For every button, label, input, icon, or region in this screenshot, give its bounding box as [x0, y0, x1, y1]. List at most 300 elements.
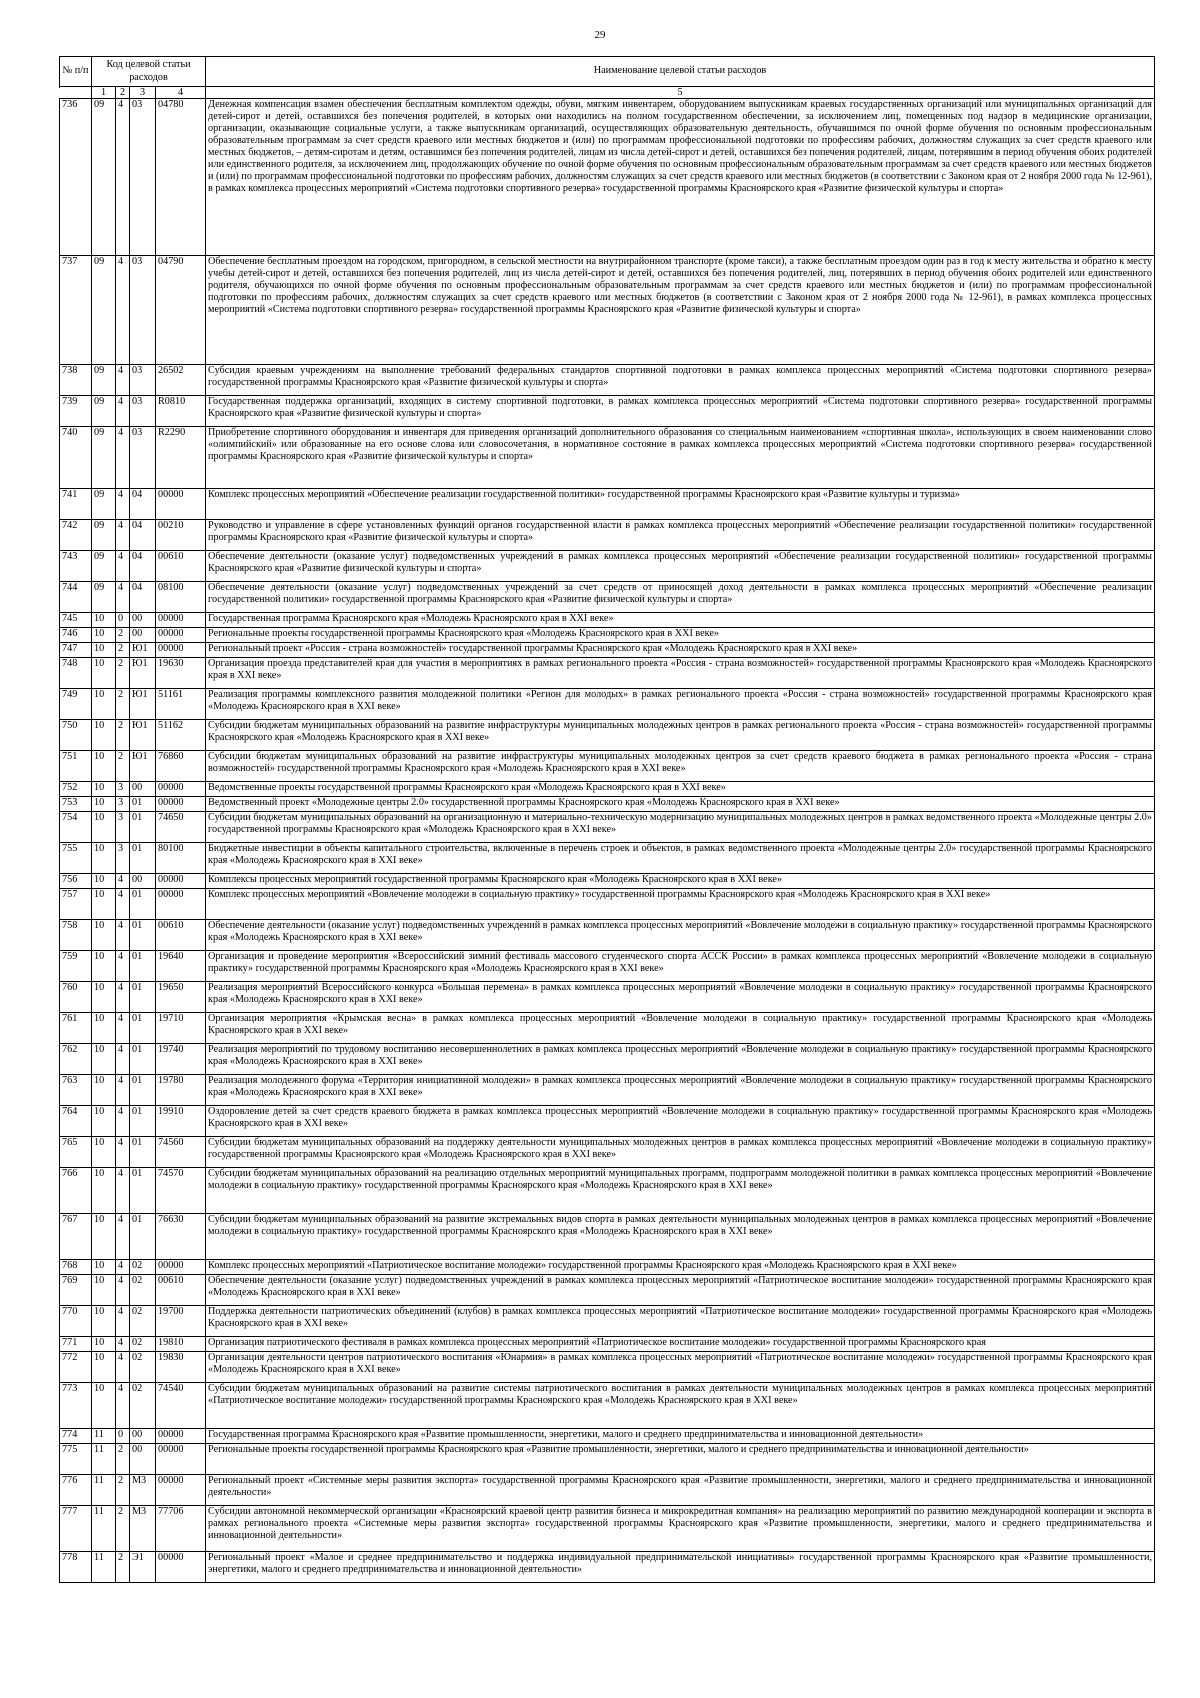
code-part-3: Ю1: [130, 658, 156, 689]
column-number: 3: [130, 87, 156, 99]
header-name: Наименование целевой статьи расходов: [206, 57, 1155, 87]
code-part-1: 10: [92, 628, 116, 643]
header-code: Код целевой статьи расходов: [92, 57, 206, 87]
code-part-1: 10: [92, 797, 116, 812]
code-part-3: 04: [130, 489, 156, 520]
code-part-3: 01: [130, 812, 156, 843]
column-number: 5: [206, 87, 1155, 99]
code-part-3: 02: [130, 1260, 156, 1275]
expense-name: Ведомственные проекты государственной программы Красноярского края «Молодежь Красноярского края в XXI веке»: [206, 782, 1155, 797]
code-part-1: 10: [92, 1214, 116, 1260]
code-part-2: 4: [116, 982, 130, 1013]
code-part-2: 4: [116, 1075, 130, 1106]
code-part-1: 10: [92, 1044, 116, 1075]
code-part-3: 01: [130, 797, 156, 812]
code-part-1: 09: [92, 365, 116, 396]
row-number: 776: [60, 1475, 92, 1506]
row-number: 770: [60, 1306, 92, 1337]
code-part-1: 09: [92, 520, 116, 551]
code-part-2: 4: [116, 396, 130, 427]
code-part-3: 01: [130, 843, 156, 874]
expense-name: Комплекс процессных мероприятий «Патриотическое воспитание молодежи» государственной программы Красноярского края «Молодежь Красноярского края в XXI веке»: [206, 1260, 1155, 1275]
row-number: 774: [60, 1429, 92, 1444]
table-row: [60, 1168, 1155, 1214]
column-number: 4: [156, 87, 206, 99]
row-number: 747: [60, 643, 92, 658]
expense-name: Обеспечение деятельности (оказание услуг) подведомственных учреждений в рамках комплекса процессных мероприятий «Вовлечение молодежи в социальную практику» государственной программы Красноярского края «Молодежь Красноярского края в XXI веке»: [206, 920, 1155, 951]
code-part-2: 4: [116, 256, 130, 365]
code-part-4: 04780: [156, 99, 206, 256]
code-part-2: 4: [116, 1214, 130, 1260]
code-part-2: 4: [116, 1306, 130, 1337]
code-part-1: 10: [92, 1337, 116, 1352]
table-row: [60, 1306, 1155, 1337]
code-part-4: 26502: [156, 365, 206, 396]
code-part-3: 01: [130, 920, 156, 951]
code-part-1: 09: [92, 551, 116, 582]
code-part-1: 10: [92, 1168, 116, 1214]
code-part-2: 4: [116, 99, 130, 256]
code-part-2: 4: [116, 1168, 130, 1214]
code-part-2: 4: [116, 1106, 130, 1137]
code-part-2: 4: [116, 1337, 130, 1352]
code-part-4: 76860: [156, 751, 206, 782]
row-number: 739: [60, 396, 92, 427]
expense-name: Субсидии бюджетам муниципальных образований на развитие инфраструктуры муниципальных молодежных центров в рамках регионального проекта «Россия - страна возможностей» государственной программы Красноярского края «Молодежь Красноярского края в XXI веке»: [206, 720, 1155, 751]
code-part-1: 10: [92, 1075, 116, 1106]
code-part-3: 01: [130, 1168, 156, 1214]
row-number: 755: [60, 843, 92, 874]
code-part-1: 10: [92, 1383, 116, 1429]
code-part-4: 00000: [156, 489, 206, 520]
code-part-1: 10: [92, 843, 116, 874]
code-part-4: 19700: [156, 1306, 206, 1337]
row-number: 760: [60, 982, 92, 1013]
code-part-3: 00: [130, 613, 156, 628]
code-part-1: 10: [92, 1306, 116, 1337]
code-part-4: 00000: [156, 874, 206, 889]
code-part-4: 19630: [156, 658, 206, 689]
code-part-4: 19640: [156, 951, 206, 982]
row-number: 773: [60, 1383, 92, 1429]
code-part-4: 00610: [156, 1275, 206, 1306]
table-row: [60, 1352, 1155, 1383]
code-part-2: 4: [116, 889, 130, 920]
code-part-3: 03: [130, 396, 156, 427]
code-part-4: 00000: [156, 889, 206, 920]
code-part-1: 10: [92, 720, 116, 751]
code-part-2: 4: [116, 489, 130, 520]
code-part-3: 00: [130, 874, 156, 889]
code-part-2: 4: [116, 551, 130, 582]
expense-name: Субсидии бюджетам муниципальных образований на поддержку деятельности муниципальных молодежных центров в рамках комплекса процессных мероприятий «Вовлечение молодежи в социальную практику» государственной программы Красноярского края «Молодежь Красноярского края в XXI веке»: [206, 1137, 1155, 1168]
expense-name: Оздоровление детей за счет средств краевого бюджета в рамках комплекса процессных мероприятий «Вовлечение молодежи в социальную практику» государственной программы Красноярского края «Молодежь Красноярского края в XXI веке»: [206, 1106, 1155, 1137]
code-part-2: 3: [116, 782, 130, 797]
expense-name: Региональные проекты государственной программы Красноярского края «Развитие промышленности, энергетики, малого и среднего предпринимательства и инновационной деятельности»: [206, 1444, 1155, 1475]
code-part-3: М3: [130, 1475, 156, 1506]
row-number: 736: [60, 99, 92, 256]
expense-name: Субсидии бюджетам муниципальных образований на организационную и материально-техническую модернизацию муниципальных молодежных центров в рамках ведомственного проекта «Молодежные центры 2.0» государственной программы Красноярского края «Молодежь Красноярского края в XXI веке»: [206, 812, 1155, 843]
code-part-4: R0810: [156, 396, 206, 427]
code-part-3: 00: [130, 628, 156, 643]
code-part-2: 4: [116, 1013, 130, 1044]
code-part-3: 01: [130, 1075, 156, 1106]
code-part-3: 02: [130, 1383, 156, 1429]
code-part-2: 3: [116, 812, 130, 843]
code-part-2: 2: [116, 689, 130, 720]
code-part-4: 00000: [156, 1260, 206, 1275]
expense-name: Организация патриотического фестиваля в рамках комплекса процессных мероприятий «Патриотическое воспитание молодежи» государственной программы Красноярского края: [206, 1337, 1155, 1352]
table-row: [60, 797, 1155, 812]
code-part-2: 4: [116, 520, 130, 551]
expense-name: Организация деятельности центров патриотического воспитания «Юнармия» в рамках комплекса процессных мероприятий «Патриотическое воспитание молодежи» государственной программы Красноярского края «Молодежь Красноярского края в XXI веке»: [206, 1352, 1155, 1383]
expense-name: Комплекс процессных мероприятий «Обеспечение реализации государственной политики» государственной программы Красноярского края «Развитие культуры и туризма»: [206, 489, 1155, 520]
table-row: [60, 658, 1155, 689]
expense-name: Государственная программа Красноярского края «Развитие промышленности, энергетики, малого и среднего предпринимательства и инновационной деятельности»: [206, 1429, 1155, 1444]
code-part-4: 00000: [156, 797, 206, 812]
table-row: [60, 1475, 1155, 1506]
row-number: 763: [60, 1075, 92, 1106]
code-part-2: 2: [116, 720, 130, 751]
expense-name: Субсидии бюджетам муниципальных образований на реализацию отдельных мероприятий муниципальных программ, подпрограмм молодежной политики в рамках комплекса процессных мероприятий «Вовлечение молодежи в социальную практику» государственной программы Красноярского края «Молодежь Красноярского края в XXI веке»: [206, 1168, 1155, 1214]
code-part-4: 74650: [156, 812, 206, 843]
code-part-4: 00000: [156, 1429, 206, 1444]
table-row: [60, 782, 1155, 797]
table-row: [60, 520, 1155, 551]
code-part-1: 11: [92, 1475, 116, 1506]
header-row: [60, 57, 1155, 87]
code-part-4: R2290: [156, 427, 206, 489]
table-row: [60, 812, 1155, 843]
row-number: 743: [60, 551, 92, 582]
code-part-3: Ю1: [130, 689, 156, 720]
table-row: [60, 843, 1155, 874]
code-part-1: 11: [92, 1506, 116, 1552]
expense-name: Бюджетные инвестиции в объекты капитального строительства, включенные в перечень строек и объектов, в рамках ведомственного проекта «Молодежные центры 2.0» государственной программы Красноярского края «Молодежь Красноярского края в XXI веке»: [206, 843, 1155, 874]
code-part-2: 2: [116, 643, 130, 658]
code-part-3: 01: [130, 1013, 156, 1044]
expense-name: Ведомственный проект «Молодежные центры 2.0» государственной программы Красноярского края «Молодежь Красноярского края в XXI веке»: [206, 797, 1155, 812]
code-part-4: 76630: [156, 1214, 206, 1260]
code-part-4: 80100: [156, 843, 206, 874]
code-part-1: 09: [92, 99, 116, 256]
code-part-3: 02: [130, 1352, 156, 1383]
code-part-4: 19910: [156, 1106, 206, 1137]
expense-name: Обеспечение бесплатным проездом на городском, пригородном, в сельской местности на внутрирайонном транспорте (кроме такси), а также бесплатным проездом один раз в год к месту жительства и обратно к месту учебы детей-сирот и детей, оставшихся без попечения родителей, лиц из числа детей-сирот и детей, оставшихся без попечения родителей, лиц, потерявших в период обучения обоих родителей или единственного родителя, обучающихся по очной форме обучения по основным профессиональным образовательным программам за счет средств краевого или местных бюджетов и (или) по программам профессиональной подготовки по профессиям рабочих, должностям служащих за счет средств краевого или местных бюджетов (в соответствии с Законом края от 2 ноября 2000 года № 12-961), в рамках комплекса процессных мероприятий «Система подготовки спортивного резерва» государственной программы Красноярского края «Развитие физической культуры и спорта»: [206, 256, 1155, 365]
table-row: [60, 256, 1155, 365]
code-part-4: 19830: [156, 1352, 206, 1383]
code-part-2: 2: [116, 658, 130, 689]
code-part-2: 4: [116, 427, 130, 489]
row-number: 744: [60, 582, 92, 613]
code-part-2: 2: [116, 1552, 130, 1583]
code-part-2: 3: [116, 843, 130, 874]
column-number: 1: [92, 87, 116, 99]
column-number-row: [60, 87, 1155, 99]
code-part-2: 4: [116, 951, 130, 982]
code-part-4: 74560: [156, 1137, 206, 1168]
table-row: [60, 1137, 1155, 1168]
expense-name: Комплекс процессных мероприятий «Вовлечение молодежи в социальную практику» государственной программы Красноярского края «Молодежь Красноярского края в XXI веке»: [206, 889, 1155, 920]
expense-name: Субсидии бюджетам муниципальных образований на развитие инфраструктуры муниципальных молодежных центров за счет средств краевого бюджета в рамках регионального проекта «Россия - страна возможностей» государственной программы Красноярского края «Молодежь Красноярского края в XXI веке»: [206, 751, 1155, 782]
code-part-2: 0: [116, 1429, 130, 1444]
row-number: 757: [60, 889, 92, 920]
code-part-2: 4: [116, 365, 130, 396]
expense-name: Поддержка деятельности патриотических объединений (клубов) в рамках комплекса процессных мероприятий «Патриотическое воспитание молодежи» государственной программы Красноярского края «Молодежь Красноярского края в XXI веке»: [206, 1306, 1155, 1337]
row-number: 761: [60, 1013, 92, 1044]
code-part-2: 2: [116, 1444, 130, 1475]
code-part-4: 51161: [156, 689, 206, 720]
code-part-2: 3: [116, 797, 130, 812]
code-part-3: 01: [130, 1137, 156, 1168]
table-row: [60, 489, 1155, 520]
row-number: 768: [60, 1260, 92, 1275]
expense-name: Комплексы процессных мероприятий государственной программы Красноярского края «Молодежь Красноярского края в XXI веке»: [206, 874, 1155, 889]
expense-name: Реализация программы комплексного развития молодежной политики «Регион для молодых» в рамках регионального проекта «Россия - страна возможностей» государственной программы Красноярского края «Молодежь Красноярского края в XXI веке»: [206, 689, 1155, 720]
code-part-3: 03: [130, 427, 156, 489]
code-part-1: 10: [92, 1013, 116, 1044]
code-part-2: 4: [116, 920, 130, 951]
table-row: [60, 613, 1155, 628]
expense-name: Субсидии бюджетам муниципальных образований на развитие системы патриотического воспитания в рамках деятельности муниципальных молодежных центров в рамках комплекса процессных мероприятий «Патриотическое воспитание молодежи» государственной программы Красноярского края «Молодежь Красноярского края в XXI веке»: [206, 1383, 1155, 1429]
expense-name: Обеспечение деятельности (оказание услуг) подведомственных учреждений в рамках комплекса процессных мероприятий «Патриотическое воспитание молодежи» государственной программы Красноярского края «Молодежь Красноярского края в XXI веке»: [206, 1275, 1155, 1306]
code-part-2: 2: [116, 628, 130, 643]
code-part-3: 02: [130, 1337, 156, 1352]
table-row: [60, 1075, 1155, 1106]
table-row: [60, 1506, 1155, 1552]
column-number: 2: [116, 87, 130, 99]
table-row: [60, 1383, 1155, 1429]
expense-name: Субсидии бюджетам муниципальных образований на развитие экстремальных видов спорта в рамках деятельности муниципальных молодежных центров в рамках комплекса процессных мероприятий «Вовлечение молодежи в социальную практику» государственной программы Красноярского края «Молодежь Красноярского края в XXI веке»: [206, 1214, 1155, 1260]
code-part-1: 10: [92, 874, 116, 889]
table-row: [60, 874, 1155, 889]
code-part-1: 10: [92, 613, 116, 628]
row-number: 771: [60, 1337, 92, 1352]
code-part-4: 04790: [156, 256, 206, 365]
budget-table: [59, 56, 1155, 1583]
expense-name: Региональный проект «Россия - страна возможностей» государственной программы Красноярского края «Молодежь Красноярского края в XXI веке»: [206, 643, 1155, 658]
expense-name: Региональный проект «Системные меры развития экспорта» государственной программы Красноярского края «Развитие промышленности, энергетики, малого и среднего предпринимательства и инновационной деятельности»: [206, 1475, 1155, 1506]
row-number: 742: [60, 520, 92, 551]
code-part-4: 00610: [156, 551, 206, 582]
table-row: [60, 982, 1155, 1013]
expense-name: Региональный проект «Малое и среднее предпринимательство и поддержка индивидуальной предпринимательской инициативы» государственной программы Красноярского края «Развитие промышленности, энергетики, малого и среднего предпринимательства и инновационной деятельности»: [206, 1552, 1155, 1583]
code-part-4: 00000: [156, 1475, 206, 1506]
row-number: 738: [60, 365, 92, 396]
row-number: 764: [60, 1106, 92, 1137]
code-part-1: 10: [92, 920, 116, 951]
code-part-3: 00: [130, 1429, 156, 1444]
expense-name: Реализация мероприятий Всероссийского конкурса «Большая перемена» в рамках комплекса процессных мероприятий «Вовлечение молодежи в социальную практику» государственной программы Красноярского края «Молодежь Красноярского края в XXI веке»: [206, 982, 1155, 1013]
table-row: [60, 1337, 1155, 1352]
code-part-1: 09: [92, 396, 116, 427]
table-row: [60, 551, 1155, 582]
code-part-3: Ю1: [130, 643, 156, 658]
row-number: 737: [60, 256, 92, 365]
code-part-2: 4: [116, 874, 130, 889]
row-number: 778: [60, 1552, 92, 1583]
row-number: 762: [60, 1044, 92, 1075]
row-number: 748: [60, 658, 92, 689]
row-number: 749: [60, 689, 92, 720]
table-row: [60, 1214, 1155, 1260]
code-part-4: 08100: [156, 582, 206, 613]
expense-name: Приобретение спортивного оборудования и инвентаря для приведения организаций дополнительного образования со специальным наименованием «спортивная школа», использующих в своем наименовании слово «олимпийский» или образованные на его основе слова или словосочетания, в нормативное состояние в рамках комплекса процессных мероприятий «Система подготовки спортивного резерва» государственной программы Красноярского края «Развитие физической культуры и спорта»: [206, 427, 1155, 489]
code-part-1: 10: [92, 1260, 116, 1275]
code-part-1: 10: [92, 1275, 116, 1306]
code-part-4: 51162: [156, 720, 206, 751]
code-part-1: 11: [92, 1429, 116, 1444]
code-part-4: 74540: [156, 1383, 206, 1429]
code-part-3: 04: [130, 551, 156, 582]
code-part-3: 02: [130, 1275, 156, 1306]
table-row: [60, 689, 1155, 720]
code-part-1: 10: [92, 1137, 116, 1168]
table-row: [60, 582, 1155, 613]
table-row: [60, 1013, 1155, 1044]
row-number: 769: [60, 1275, 92, 1306]
row-number: 750: [60, 720, 92, 751]
code-part-2: 2: [116, 751, 130, 782]
code-part-1: 10: [92, 1352, 116, 1383]
code-part-2: 2: [116, 1475, 130, 1506]
table-row: [60, 920, 1155, 951]
row-number: 756: [60, 874, 92, 889]
table-row: [60, 1444, 1155, 1475]
code-part-4: 00000: [156, 643, 206, 658]
expense-name: Организация мероприятия «Крымская весна» в рамках комплекса процессных мероприятий «Вовлечение молодежи в социальную практику» государственной программы Красноярского края «Молодежь Красноярского края в XXI веке»: [206, 1013, 1155, 1044]
expense-name: Реализация мероприятий по трудовому воспитанию несовершеннолетних в рамках комплекса процессных мероприятий «Вовлечение молодежи в социальную практику» государственной программы Красноярского края «Молодежь Красноярского края в XXI веке»: [206, 1044, 1155, 1075]
table-row: [60, 1044, 1155, 1075]
table-row: [60, 1260, 1155, 1275]
code-part-2: 4: [116, 1383, 130, 1429]
table-row: [60, 1106, 1155, 1137]
code-part-3: 01: [130, 1106, 156, 1137]
code-part-4: 00000: [156, 1552, 206, 1583]
code-part-4: 74570: [156, 1168, 206, 1214]
code-part-3: 03: [130, 365, 156, 396]
code-part-3: 04: [130, 582, 156, 613]
expense-name: Государственная поддержка организаций, входящих в систему спортивной подготовки, в рамках комплекса процессных мероприятий «Система подготовки спортивного резерва» государственной программы Красноярского края «Развитие физической культуры и спорта»: [206, 396, 1155, 427]
code-part-1: 09: [92, 256, 116, 365]
code-part-4: 00000: [156, 782, 206, 797]
row-number: 758: [60, 920, 92, 951]
table-row: [60, 365, 1155, 396]
expense-name: Субсидия краевым учреждениям на выполнение требований федеральных стандартов спортивной подготовки в рамках комплекса процессных мероприятий «Система подготовки спортивного резерва» государственной программы Красноярского края «Развитие физической культуры и спорта»: [206, 365, 1155, 396]
table-row: [60, 427, 1155, 489]
code-part-4: 19650: [156, 982, 206, 1013]
code-part-3: 00: [130, 1444, 156, 1475]
code-part-4: 19710: [156, 1013, 206, 1044]
code-part-3: Э1: [130, 1552, 156, 1583]
row-number: 777: [60, 1506, 92, 1552]
header-number: № п/п: [60, 57, 92, 87]
expense-name: Государственная программа Красноярского края «Молодежь Красноярского края в XXI веке»: [206, 613, 1155, 628]
table-row: [60, 1429, 1155, 1444]
code-part-1: 10: [92, 1106, 116, 1137]
row-number: 775: [60, 1444, 92, 1475]
code-part-3: 01: [130, 951, 156, 982]
code-part-3: 00: [130, 782, 156, 797]
row-number: 751: [60, 751, 92, 782]
code-part-1: 10: [92, 951, 116, 982]
row-number: 740: [60, 427, 92, 489]
code-part-3: 03: [130, 256, 156, 365]
code-part-4: 77706: [156, 1506, 206, 1552]
code-part-4: 00000: [156, 613, 206, 628]
code-part-4: 00610: [156, 920, 206, 951]
table-row: [60, 643, 1155, 658]
code-part-3: 02: [130, 1306, 156, 1337]
code-part-4: 19740: [156, 1044, 206, 1075]
row-number: 746: [60, 628, 92, 643]
expense-name: Обеспечение деятельности (оказание услуг) подведомственных учреждений в рамках комплекса процессных мероприятий «Обеспечение реализации государственной политики» государственной программы Красноярского края «Развитие физической культуры и спорта»: [206, 551, 1155, 582]
code-part-2: 0: [116, 613, 130, 628]
code-part-4: 19780: [156, 1075, 206, 1106]
row-number: 759: [60, 951, 92, 982]
code-part-1: 09: [92, 582, 116, 613]
row-number: 765: [60, 1137, 92, 1168]
code-part-3: Ю1: [130, 720, 156, 751]
code-part-3: 03: [130, 99, 156, 256]
code-part-2: 4: [116, 1352, 130, 1383]
code-part-3: 01: [130, 1044, 156, 1075]
code-part-1: 09: [92, 427, 116, 489]
row-number: 741: [60, 489, 92, 520]
code-part-1: 10: [92, 658, 116, 689]
code-part-1: 10: [92, 782, 116, 797]
row-number: 753: [60, 797, 92, 812]
table-row: [60, 1552, 1155, 1583]
row-number: 767: [60, 1214, 92, 1260]
code-part-1: 10: [92, 751, 116, 782]
code-part-2: 4: [116, 582, 130, 613]
row-number: 754: [60, 812, 92, 843]
code-part-4: 00000: [156, 628, 206, 643]
code-part-1: 10: [92, 982, 116, 1013]
table-row: [60, 396, 1155, 427]
table-row: [60, 628, 1155, 643]
table-row: [60, 720, 1155, 751]
code-part-1: 09: [92, 489, 116, 520]
row-number: 766: [60, 1168, 92, 1214]
code-part-3: 04: [130, 520, 156, 551]
table-row: [60, 751, 1155, 782]
code-part-1: 10: [92, 689, 116, 720]
code-part-3: Ю1: [130, 751, 156, 782]
expense-name: Организация проезда представителей края для участия в мероприятиях в рамках регионального проекта «Россия - страна возможностей» государственной программы Красноярского края «Молодежь Красноярского края в XXI веке»: [206, 658, 1155, 689]
code-part-1: 10: [92, 889, 116, 920]
table-row: [60, 99, 1155, 256]
expense-name: Региональные проекты государственной программы Красноярского края «Молодежь Красноярского края в XXI веке»: [206, 628, 1155, 643]
code-part-1: 10: [92, 812, 116, 843]
code-part-1: 11: [92, 1444, 116, 1475]
code-part-3: 01: [130, 889, 156, 920]
expense-name: Реализация молодежного форума «Территория инициативной молодежи» в рамках комплекса процессных мероприятий «Вовлечение молодежи в социальную практику» государственной программы Красноярского края «Молодежь Красноярского края в XXI веке»: [206, 1075, 1155, 1106]
row-number: 772: [60, 1352, 92, 1383]
code-part-3: 01: [130, 1214, 156, 1260]
expense-name: Субсидии автономной некоммерческой организации «Красноярский краевой центр развития бизнеса и микрокредитная компания» на реализацию мероприятий по развитию международной кооперации и экспорта в рамках регионального проекта «Системные меры развития экспорта» государственной программы Красноярского края «Развитие промышленности, энергетики, малого и среднего предпринимательства и инновационной деятельности»: [206, 1506, 1155, 1552]
row-number: 752: [60, 782, 92, 797]
code-part-4: 19810: [156, 1337, 206, 1352]
expense-name: Обеспечение деятельности (оказание услуг) подведомственных учреждений за счет средств от приносящей доход деятельности в рамках комплекса процессных мероприятий «Обеспечение реализации государственной политики» государственной программы Красноярского края «Развитие физической культуры и спорта»: [206, 582, 1155, 613]
page-number: 29: [594, 29, 606, 41]
expense-name: Денежная компенсация взамен обеспечения бесплатным комплектом одежды, обуви, мягким инвентарем, оборудованием выпускникам краевых государственных организаций или муниципальных организаций для детей-сирот и детей, оставшихся без попечения родителей, в которых они находились на полном государственном обеспечении, за исключением лиц, помещенных под надзор в медицинские организации, организации, оказывающие социальные услуги, а также выпускникам организаций, осуществляющих образовательную деятельность, обучавшимся по очной форме обучения по основным профессиональным образовательным программам за счет средств краевого или местных бюджетов и (или) по программам профессиональной подготовки по профессиям рабочих, должностям служащих за счет средств краевого или местных бюджетов, – детям-сиротам и детям, оставшимся без попечения родителей, лицам из числа детей-сирот и детей, оставшихся без попечения родителей, лицам, потерявшим в период обучения обоих родителей или единственного родителя, за исключением лиц, продолжающих обучение по очной форме обучения по основным профессиональным образовательным программам за счет средств краевого или местных бюджетов и (или) по программам профессиональной подготовки по профессиям рабочих, должностям служащих за счет средств краевого или местных бюджетов (в соответствии с Законом края от 2 ноября 2000 года № 12-961), в рамках комплекса процессных мероприятий «Система подготовки спортивного резерва» государственной программы Красноярского края «Развитие физической культуры и спорта»: [206, 99, 1155, 256]
row-number: 745: [60, 613, 92, 628]
code-part-3: М3: [130, 1506, 156, 1552]
expense-name: Организация и проведение мероприятия «Всероссийский зимний фестиваль массового студенческого спорта АССК России» в рамках комплекса процессных мероприятий «Вовлечение молодежи в социальную практику» государственной программы Красноярского края «Молодежь Красноярского края в XXI веке»: [206, 951, 1155, 982]
table-row: [60, 889, 1155, 920]
